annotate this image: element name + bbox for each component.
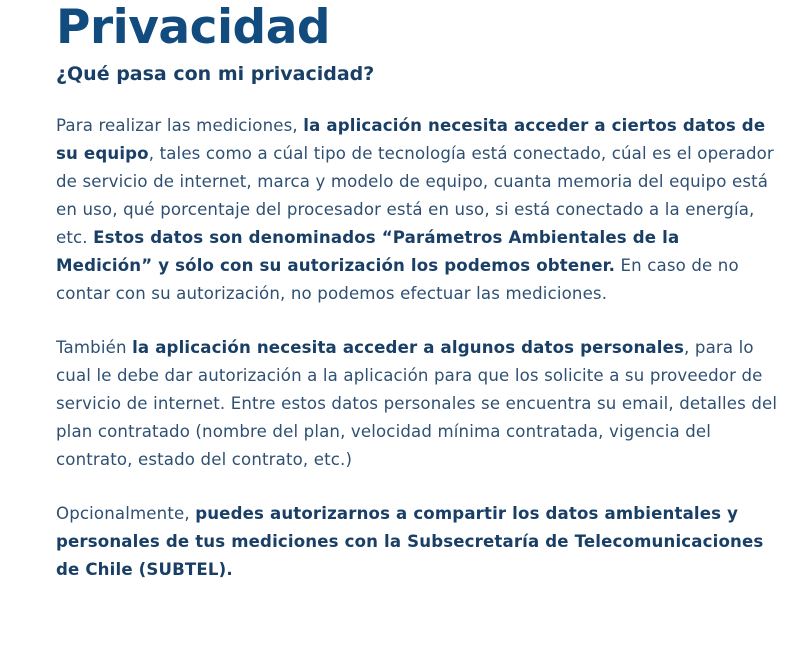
paragraph-emphasis: Estos datos son denominados “Parámetros Ambientales de la Medición” y sólo con su autorización los podemos obtener. <box>56 228 680 275</box>
paragraph-text: , para lo cual le debe dar autorización a la aplicación para que los solicite a su proveedor de servicio de internet. Entre estos datos personales se encuentra su email, detalles del plan contratado (nombre del plan, velocidad mínima contratada, vigencia del contrato, estado del contrato, etc.) <box>56 338 778 469</box>
paragraph-text: Para realizar las mediciones, <box>56 116 304 135</box>
paragraph-optional-sharing <box>56 500 781 584</box>
paragraph-environmental-data <box>56 112 781 308</box>
paragraph-text: También <box>56 338 133 357</box>
paragraph-emphasis: la aplicación necesita acceder a ciertos datos de su equipo <box>56 116 766 163</box>
page-title: Privacidad <box>56 0 331 55</box>
paragraph-personal-data <box>56 334 781 474</box>
paragraph-text: , tales como a cúal tipo de tecnología está conectado, cúal es el operador de servicio de internet, marca y modelo de equipo, cuanta memoria del equipo está en uso, qué porcentaje del procesador está en uso, si está conectado a la energía, etc. <box>56 144 774 247</box>
privacy-content <box>56 0 781 584</box>
paragraph-text: Opcionalmente, <box>56 504 196 523</box>
page-subtitle: ¿Qué pasa con mi privacidad? <box>56 63 375 85</box>
paragraph-emphasis: la aplicación necesita acceder a algunos datos personales <box>132 338 685 357</box>
paragraph-emphasis: puedes autorizarnos a compartir los datos ambientales y personales de tus mediciones con la Subsecretaría de Telecomunicaciones de Chile (SUBTEL). <box>56 504 764 579</box>
paragraph-text: En caso de no contar con su autorización, no podemos efectuar las mediciones. <box>56 256 739 303</box>
